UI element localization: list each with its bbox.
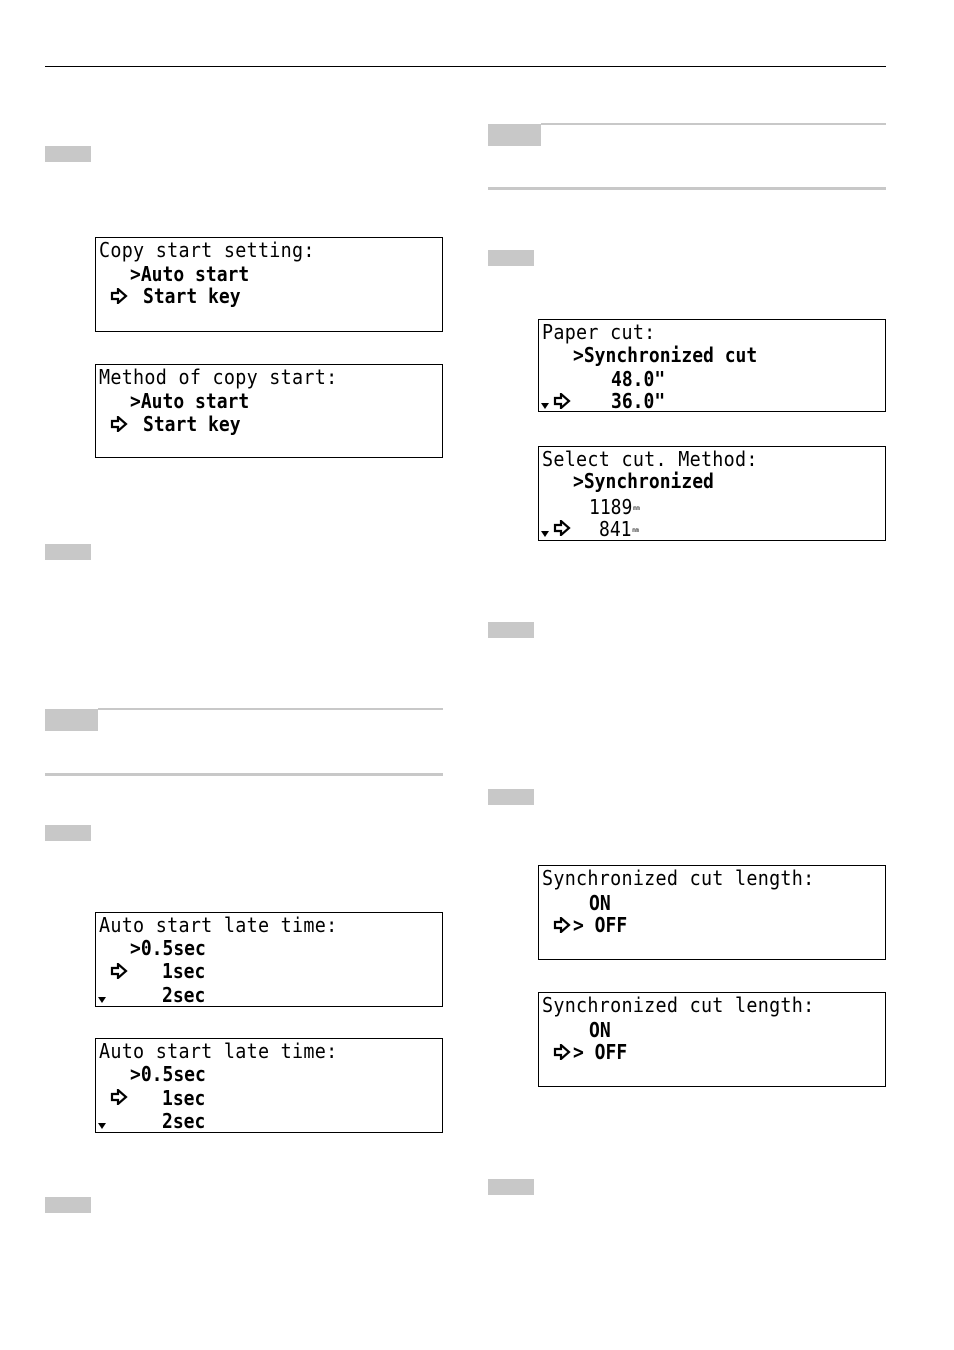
lcd-option: Start key bbox=[143, 284, 241, 308]
section-rule bbox=[45, 773, 443, 776]
lcd-paper-cut bbox=[538, 319, 886, 412]
cursor-arrow-icon bbox=[110, 416, 128, 432]
cursor-arrow-icon bbox=[110, 963, 128, 979]
unit-label: mm bbox=[632, 527, 639, 534]
lcd-title: Paper cut: bbox=[542, 320, 656, 344]
unit-label: mm bbox=[633, 505, 640, 512]
lcd-title: Auto start late time: bbox=[99, 913, 338, 937]
lcd-sync-cut-length bbox=[538, 865, 886, 960]
step-marker bbox=[488, 789, 534, 805]
scroll-down-icon bbox=[541, 403, 549, 409]
lcd-title: Synchronized cut length: bbox=[542, 993, 815, 1017]
lcd-option: 2sec bbox=[162, 983, 206, 1007]
lcd-select-cut-method bbox=[538, 446, 886, 541]
lcd-title: Synchronized cut length: bbox=[542, 866, 815, 890]
step-marker bbox=[488, 1179, 534, 1195]
cursor-arrow-icon bbox=[110, 1089, 128, 1105]
step-marker bbox=[45, 146, 91, 162]
step-marker bbox=[488, 622, 534, 638]
section-rule bbox=[541, 123, 886, 125]
cursor-arrow-icon bbox=[553, 520, 571, 536]
scroll-down-icon bbox=[98, 997, 106, 1003]
lcd-option: 1sec bbox=[162, 959, 206, 983]
section-marker bbox=[45, 709, 98, 731]
scroll-down-icon bbox=[541, 531, 549, 537]
lcd-option: >Auto start bbox=[130, 262, 250, 286]
lcd-option: ON bbox=[589, 1018, 611, 1042]
lcd-option: >0.5sec bbox=[130, 1062, 206, 1086]
cursor-arrow-icon bbox=[553, 1044, 571, 1060]
scroll-down-icon bbox=[98, 1123, 106, 1129]
length-value: 841 bbox=[599, 517, 632, 541]
step-marker bbox=[45, 1197, 91, 1213]
lcd-auto-start-late-time bbox=[95, 912, 443, 1007]
lcd-option: >Synchronized bbox=[573, 469, 714, 493]
section-marker bbox=[488, 124, 541, 146]
section-rule bbox=[98, 708, 443, 710]
lcd-option: 2sec bbox=[162, 1109, 206, 1133]
lcd-option: >Synchronized cut bbox=[573, 343, 758, 367]
step-marker bbox=[45, 544, 91, 560]
length-value: 1189 bbox=[589, 495, 633, 519]
lcd-sync-cut-length bbox=[538, 992, 886, 1087]
lcd-option: ON bbox=[589, 891, 611, 915]
section-rule bbox=[488, 187, 886, 190]
lcd-title: Auto start late time: bbox=[99, 1039, 338, 1063]
lcd-auto-start-late-time bbox=[95, 1038, 443, 1133]
cursor-arrow-icon bbox=[110, 288, 128, 304]
lcd-method-of-copy-start bbox=[95, 364, 443, 458]
lcd-option: >Auto start bbox=[130, 389, 250, 413]
lcd-option bbox=[599, 517, 638, 541]
lcd-option: 1sec bbox=[162, 1086, 206, 1110]
lcd-option: 36.0" bbox=[611, 389, 666, 412]
lcd-option: 48.0" bbox=[611, 367, 666, 391]
cursor-arrow-icon bbox=[553, 917, 571, 933]
lcd-option: > OFF bbox=[573, 1040, 628, 1064]
lcd-option bbox=[589, 495, 639, 519]
step-marker bbox=[488, 250, 534, 266]
lcd-copy-start-setting bbox=[95, 237, 443, 332]
lcd-title: Copy start setting: bbox=[99, 238, 315, 262]
header-rule bbox=[45, 66, 886, 67]
lcd-option: Start key bbox=[143, 412, 241, 436]
lcd-title: Method of copy start: bbox=[99, 365, 338, 389]
step-marker bbox=[45, 825, 91, 841]
lcd-option: >0.5sec bbox=[130, 936, 206, 960]
lcd-title: Select cut. Method: bbox=[542, 447, 758, 471]
lcd-option: > OFF bbox=[573, 913, 628, 937]
cursor-arrow-icon bbox=[553, 393, 571, 409]
